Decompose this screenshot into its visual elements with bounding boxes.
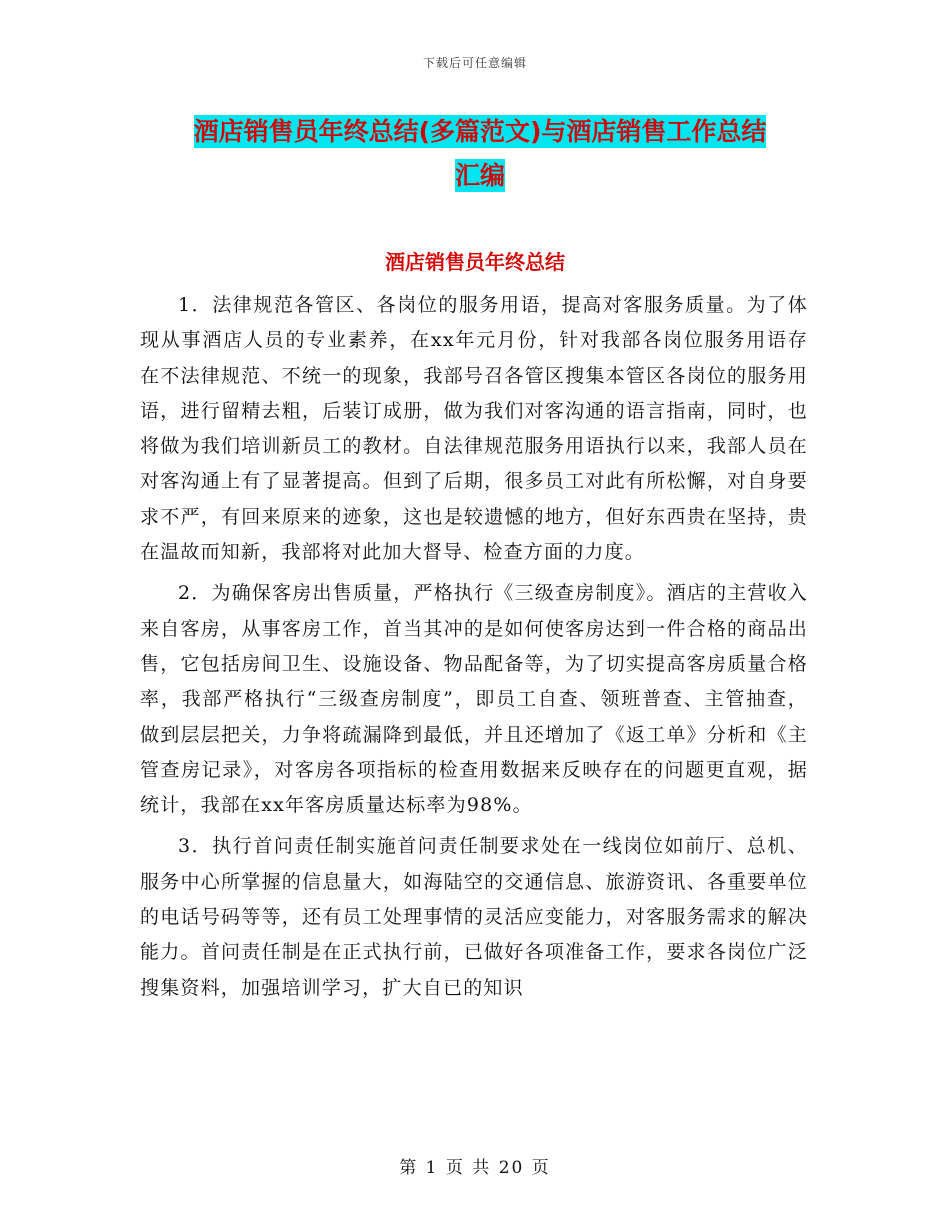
section-title: 酒店销售员年终总结 <box>385 250 565 274</box>
paragraph-1: 1．法律规范各管区、各岗位的服务用语，提高对客服务质量。为了体现从事酒店人员的专业素养，在xx年元月份，针对我部各岗位服务用语存在不法律规范、不统一的现象，我部号召各管区搜集本管区各岗位的服务用语，进行留精去粗，后装订成册，做为我们对客沟通的语言指南，同时，也将做为我们培训新员工的教材。自法律规范服务用语执行以来，我部人员在对客沟通上有了显著提高。但到了后期，很多员工对此有所松懈，对自身要求不严，有回来原来的迹象，这也是较遗憾的地方，但好东西贵在坚持，贵在温故而知新，我部将对此加大督导、检查方面的力度。 <box>140 294 808 564</box>
body-text <box>140 288 808 1012</box>
document-title <box>150 110 810 198</box>
title-line-2: 汇编 <box>454 161 505 190</box>
title-line-1: 酒店销售员年终总结(多篇范文)与酒店销售工作总结 <box>193 117 767 146</box>
paragraph-2: 2．为确保客房出售质量，严格执行《三级查房制度》。酒店的主营收入来自客房，从事客房工作，首当其冲的是如何使客房达到一件合格的商品出售，它包括房间卫生、设施设备、物品配备等，为了切实提高客房质量合格率，我部严格执行“三级查房制度”，即员工自查、领班普查、主管抽查，做到层层把关，力争将疏漏降到最低，并且还增加了《返工单》分析和《主管查房记录》，对客房各项指标的检查用数据来反映存在的问题更直观，据统计，我部在xx年客房质量达标率为98%。 <box>140 582 808 817</box>
header-note: 下载后可任意编辑 <box>422 56 527 70</box>
paragraph-3: 3．执行首问责任制实施首问责任制要求处在一线岗位如前厅、总机、服务中心所掌握的信息量大，如海陆空的交通信息、旅游资讯、各重要单位的电话号码等等，还有员工处理事情的灵活应变能力，对客服务需求的解决能力。首问责任制是在正式执行前，已做好各项准备工作，要求各岗位广泛搜集资料，加强培训学习，扩大自已的知识 <box>140 835 808 999</box>
page-number-footer: 第 1 页 共 20 页 <box>399 1158 551 1178</box>
